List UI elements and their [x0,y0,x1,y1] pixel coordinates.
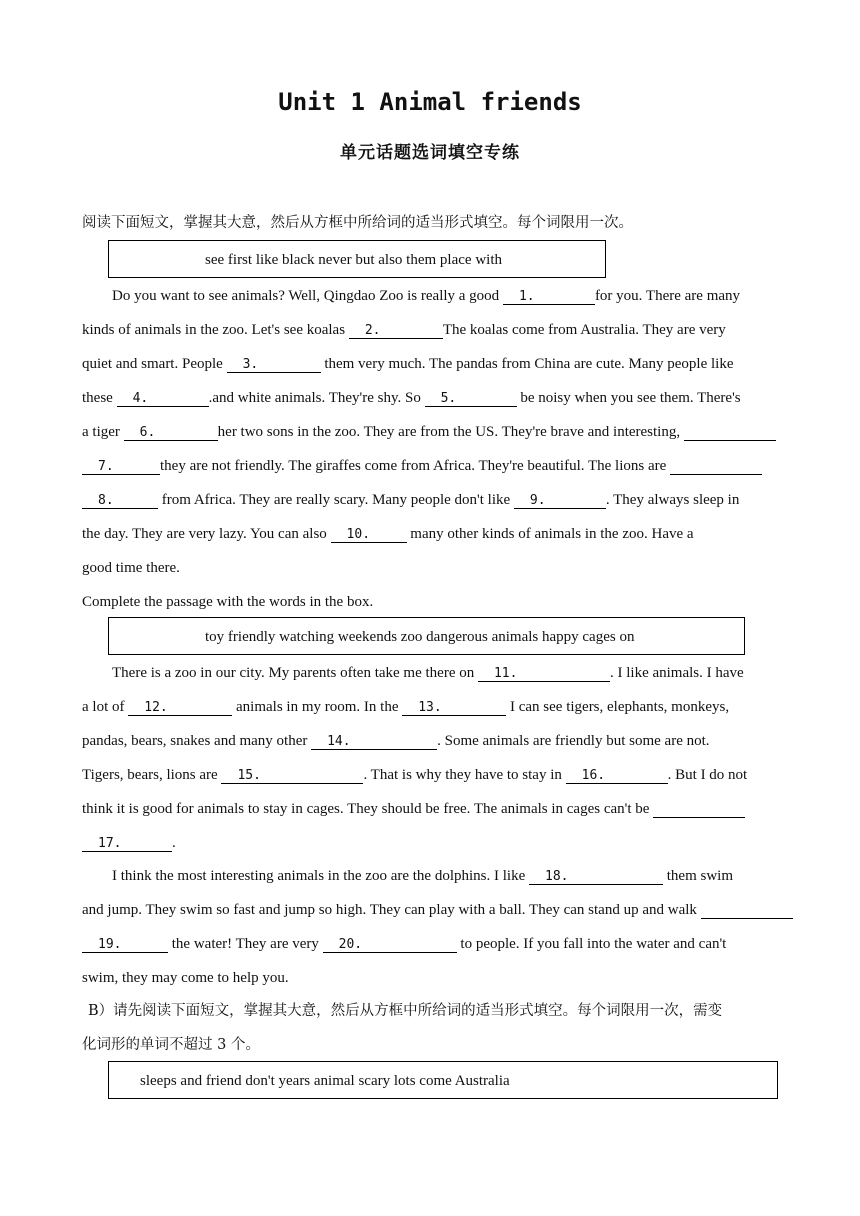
passage-text: .and white animals. They're shy. So [208,390,425,406]
answer-blank[interactable] [670,456,762,475]
passage-text: be noisy when you see them. There's [516,390,741,406]
blank-number [653,802,669,817]
passage-text: the day. They are very lazy. You can also [82,526,331,542]
passage-text: pandas, bears, snakes and many other [82,733,312,749]
answer-blank[interactable] [529,866,663,885]
section-c-word-box [108,1061,778,1099]
passage-text: these [82,390,117,406]
answer-blank[interactable] [117,388,209,407]
passage-text: think it is good for animals to stay in cages. They should be free. The animals in cages can't be [82,801,654,817]
answer-blank[interactable] [478,663,610,682]
passage-text: . That is why they have to stay in [363,767,566,783]
blank-number: 19. [98,937,122,952]
passage-text: Do you want to see animals? Well, Qingdao Zoo is really a good [112,288,503,304]
passage-text: . They always sleep in [605,492,740,508]
answer-blank[interactable] [653,799,745,818]
passage-line [112,866,733,886]
page-subtitle: 单元话题选词填空专练 [340,143,520,163]
passage-text: the water! They are very [168,936,323,952]
passage-line [82,490,739,510]
blank-number: 2. [364,323,381,338]
passage-line [82,354,734,374]
answer-blank[interactable] [566,765,668,784]
blank-number: 9. [529,493,546,508]
passage-line [82,558,180,578]
passage-text: kinds of animals in the zoo. Let's see koalas [82,322,349,338]
answer-blank[interactable] [221,765,363,784]
passage-line [82,833,176,853]
section-a-instruction: 阅读下面短文，掌握其大意，然后从方框中所给词的适当形式填空。每个词限用一次。 [82,215,633,231]
answer-blank[interactable] [331,524,407,543]
passage-line [82,900,793,920]
passage-text: swim, they may come to help you. [82,970,289,986]
passage-line [82,968,289,988]
answer-blank[interactable] [701,900,793,919]
passage-line [82,456,762,476]
passage-text: them swim [663,868,733,884]
passage-text: . [172,835,176,851]
section-b-words: toy friendly watching weekends zoo dangerous animals happy cages on [205,629,635,645]
passage-text: There is a zoo in our city. My parents often take me there on [112,665,478,681]
answer-blank[interactable] [684,422,776,441]
passage-text: Tigers, bears, lions are [82,767,222,783]
blank-number: 13. [418,700,442,715]
passage-text: The koalas come from Australia. They are very [442,322,726,338]
passage-line [82,799,745,819]
answer-blank[interactable] [128,697,232,716]
answer-blank[interactable] [82,934,168,953]
answer-blank[interactable] [514,490,606,509]
passage-text: they are not friendly. The giraffes come from Africa. They're beautiful. The lions are [160,458,671,474]
answer-blank[interactable] [124,422,218,441]
passage-text: animals in my room. In the [232,699,403,715]
passage-text: quiet and smart. People [82,356,227,372]
passage-text: from Africa. They are really scary. Many people don't like [158,492,514,508]
blank-number: 1. [518,289,535,304]
passage-line [82,934,726,954]
blank-number [701,903,717,918]
passage-text: and jump. They swim so fast and jump so high. They can play with a ball. They can stand up and walk [82,902,701,918]
blank-number [684,425,700,440]
page-title: Unit 1 Animal friends [278,88,582,116]
blank-number: 20. [338,937,363,952]
answer-blank[interactable] [311,731,437,750]
passage-line [82,697,729,717]
passage-text: good time there. [82,560,180,576]
answer-blank[interactable] [227,354,321,373]
passage-line [82,388,741,408]
blank-number: 3. [242,357,259,372]
passage-text: I think the most interesting animals in the zoo are the dolphins. I like [112,868,529,884]
blank-number: 4. [132,391,149,406]
passage-line [112,286,740,306]
blank-number [670,459,686,474]
passage-text: a tiger [82,424,124,440]
passage-text: them very much. The pandas from China are cute. Many people like [320,356,734,372]
answer-blank[interactable] [82,456,160,475]
answer-blank[interactable] [82,490,158,509]
section-a-words: see first like black never but also them place with [205,252,502,268]
passage-text: her two sons in the zoo. They are from the US. They're brave and interesting, [217,424,684,440]
section-c-instruction-line1: B）请先阅读下面短文，掌握其大意，然后从方框中所给词的适当形式填空。每个词限用一次，需变 [88,1003,723,1019]
section-c-words: sleeps and friend don't years animal scary lots come Australia [140,1073,510,1089]
passage-line [82,422,776,442]
blank-number: 5. [440,391,457,406]
blank-number: 12. [144,700,168,715]
blank-number: 10. [346,527,371,542]
passage-text: for you. There are many [594,288,741,304]
passage-line [82,765,747,785]
answer-blank[interactable] [82,833,172,852]
blank-number: 17. [98,836,122,851]
passage-line [82,320,726,340]
blank-number: 16. [581,768,606,783]
passage-line [112,663,744,683]
blank-number: 14. [327,734,351,749]
passage-text: to people. If you fall into the water and can't [456,936,727,952]
passage-line [82,524,694,544]
section-a-word-box [108,240,606,278]
answer-blank[interactable] [349,320,443,339]
section-b-instruction: Complete the passage with the words in the box. [82,594,374,610]
blank-number: 7. [98,459,114,474]
blank-number: 6. [139,425,156,440]
answer-blank[interactable] [503,286,595,305]
passage-text: . But I do not [667,767,748,783]
passage-text: I can see tigers, elephants, monkeys, [506,699,730,715]
passage-text: . Some animals are friendly but some are not. [437,733,710,749]
passage-text: many other kinds of animals in the zoo. Have a [406,526,694,542]
blank-number: 11. [493,666,518,681]
passage-text: a lot of [82,699,129,715]
blank-number: 18. [545,869,569,884]
answer-blank[interactable] [402,697,506,716]
blank-number: 8. [98,493,114,508]
section-b-word-box [108,617,745,655]
passage-text: . I like animals. I have [609,665,744,681]
answer-blank[interactable] [323,934,457,953]
section-c-instruction-line2: 化词形的单词不超过 3 个。 [82,1037,260,1053]
passage-line [82,731,710,751]
answer-blank[interactable] [425,388,517,407]
blank-number: 15. [237,768,261,783]
